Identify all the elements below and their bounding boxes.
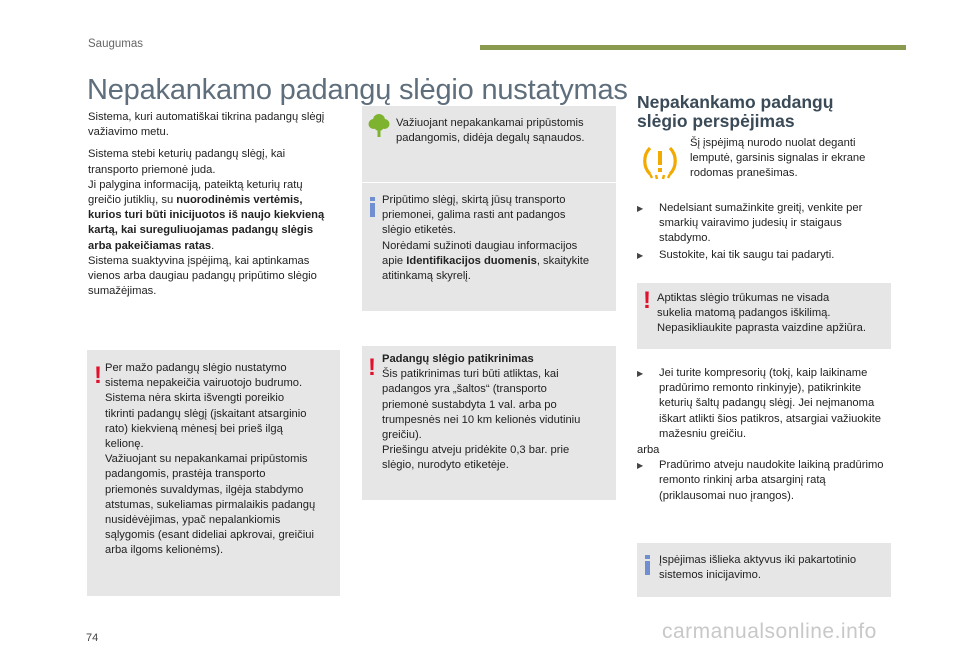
- info-line: Norėdami sužinoti daugiau informacijos: [382, 239, 578, 252]
- eco-box: [362, 106, 616, 182]
- warning-line: atstumas, sukeliamas pirmalaikis padangų: [105, 498, 316, 511]
- warning-line: arba ilgoms kelionėms).: [105, 544, 224, 557]
- warning-exclamation-icon: !: [94, 362, 102, 389]
- info-line: priemonei, galima rasti ant padangos: [382, 209, 566, 222]
- list-item-text: Nedelsiant sumažinkite greitį, venkite per smarkių vairavimo judesių ir staigaus stabdymo.: [659, 202, 863, 245]
- warning-line: tikrinti padangų slėgį (įskaitant atsarginio: [105, 407, 307, 420]
- warning-line: Važiuojant su nepakankamai pripūstomis: [105, 453, 308, 466]
- list-item-text: Pradūrimo atveju naudokite laikiną pradūrimo remonto rinkinį arba atsarginį ratą (priklausomai nuo įrangos).: [659, 459, 884, 502]
- active-warning-line: Įspėjimas išlieka aktyvus iki pakartotinio: [659, 554, 857, 566]
- info-box-active-warning: [637, 543, 891, 597]
- list-item: [637, 201, 892, 247]
- list-item-text: Sustokite, kai tik saugu tai padaryti.: [659, 248, 835, 261]
- eco-line: Važiuojant nepakankamai pripūstomis: [396, 117, 584, 129]
- check-line: Priešingu atveju pridėkite 0,3 bar. prie: [382, 444, 570, 457]
- visual-warning-line: Aptiktas slėgio trūkumas ne visada: [657, 292, 830, 304]
- compressor-list: [637, 366, 894, 505]
- arrow-bullet-icon: ▶: [637, 250, 644, 260]
- warning-exclamation-icon: !: [643, 287, 651, 314]
- list-item: [637, 458, 894, 504]
- right-title-line: slėgio perspėjimas: [637, 111, 795, 131]
- eco-tree-icon: [368, 112, 390, 138]
- description-bold: nuorodinėmis vertėmis, kurios turi būti inicijuotos iš naujo kiekvieną kartą, kai sureguliuojamas padangų slėgis arba pakeičiamas ratas: [88, 194, 325, 252]
- arrow-bullet-icon: ▶: [637, 369, 644, 378]
- arrow-bullet-icon: ▶: [637, 204, 644, 213]
- warning-line: padangomis, prastėja transporto: [105, 468, 266, 481]
- info-line: slėgio etiketės.: [382, 224, 457, 237]
- identification-data-link: Identifikacijos duomenis: [406, 254, 537, 267]
- or-separator: arba: [637, 444, 660, 457]
- info-line: [382, 254, 612, 269]
- info-box-pressure-label: [362, 183, 616, 311]
- info-line: Pripūtimo slėgį, skirtą jūsų transporto: [382, 194, 566, 206]
- page-number: 74: [86, 632, 99, 644]
- watermark: carmanualsonline.info: [662, 620, 877, 643]
- warning-line: nusidėvėjimas, ypač nepalankiomis: [105, 514, 281, 527]
- right-section-title: [637, 93, 833, 131]
- check-line: priemonė sustabdyta 1 val. arba po: [382, 398, 557, 411]
- header-rule: [480, 45, 906, 50]
- tire-pressure-warning-lamp-icon: [641, 142, 679, 180]
- visual-warning-line: Nepasikliaukite paprasta vaizdine apžiūra.: [657, 322, 866, 335]
- section-label: Saugumas: [88, 38, 143, 50]
- right-title-line: Nepakankamo padangų: [637, 92, 834, 112]
- description-paragraph: [88, 147, 338, 299]
- list-item: [637, 248, 892, 263]
- visual-warning-line: sukelia matomą padangos iškilimą.: [657, 307, 831, 320]
- warning-text: [105, 361, 337, 559]
- page-title: Nepakankamo padangų slėgio nustatymas: [87, 74, 628, 106]
- visual-warning-text: [657, 291, 889, 337]
- active-warning-text: [659, 553, 889, 583]
- description-line: Ji palygina informaciją, pateiktą keturių ratų greičio jutiklių, su: [88, 178, 303, 207]
- info-text-part: apie: [382, 254, 407, 267]
- description-line: .: [211, 239, 215, 252]
- info-icon: [370, 197, 376, 217]
- warning-line: Sistema nėra skirta išvengti poreikio: [105, 392, 285, 405]
- warning-line: priemonės suvaldymas, ilgėja stabdymo: [105, 483, 304, 496]
- description-line: Sistema stebi keturių padangų slėgį, kai transporto priemonė juda.: [88, 148, 286, 176]
- warning-box-check: [362, 346, 616, 500]
- info-line: atitinkamą skyrelį.: [382, 270, 471, 283]
- warning-box-vigilance: [87, 350, 340, 596]
- check-line: slėgio, nurodyto etiketėje.: [382, 459, 509, 472]
- check-text: [382, 352, 612, 474]
- warning-line: rato) kiekvieną mėnesį bei prieš ilgą: [105, 422, 283, 435]
- action-list: [637, 201, 892, 264]
- check-title: Padangų slėgio patikrinimas: [382, 353, 534, 365]
- warning-box-visual: [637, 283, 891, 349]
- eco-text: [396, 116, 611, 146]
- intro-text: [88, 110, 338, 306]
- check-line: greičiu).: [382, 429, 422, 442]
- arrow-bullet-icon: ▶: [637, 461, 644, 471]
- eco-line: padangomis, didėja degalų sąnaudos.: [396, 132, 585, 145]
- warning-line: kelionę.: [105, 438, 144, 451]
- info-icon: [645, 555, 651, 575]
- check-line: Šis patikrinimas turi būti atliktas, kai: [382, 368, 559, 381]
- info-text: [382, 193, 612, 284]
- check-line: padangos yra „šaltos“ (transporto: [382, 383, 547, 396]
- lamp-description: Šį įspėjimą nurodo nuolat deganti lemputė, garsinis signalas ir ekrane rodomas pranešimas.: [690, 137, 866, 180]
- warning-line: sąlygomis (esant dideliai apkrovai, greičiui: [105, 529, 314, 542]
- warning-exclamation-icon: !: [368, 354, 376, 381]
- intro-paragraph: Sistema, kuri automatiškai tikrina padangų slėgį važiavimo metu.: [88, 111, 325, 139]
- list-item-text: Jei turite kompresorių (tokį, kaip laikiname pradūrimo remonto rinkinyje), patikrinkite keturių šaltų padangų slėgį. Jei neįmanoma iškart atlikti šios patikros, atsargiai važiuokite mažesniu greičiu.: [659, 367, 881, 440]
- warning-line: sistema nepakeičia vairuotojo budrumo.: [105, 377, 303, 390]
- info-text-part: , skaitykite: [536, 254, 590, 267]
- description-line: Sistema suaktyvina įspėjimą, kai aptinkamas vienos arba daugiau padangų pripūtimo slėgio sumažėjimas.: [88, 254, 317, 298]
- warning-line: Per mažo padangų slėgio nustatymo: [105, 362, 287, 374]
- check-line: trumpesnės nei 10 km kelionės vidutiniu: [382, 413, 581, 426]
- active-warning-line: sistemos inicijavimo.: [659, 569, 761, 582]
- list-item: [637, 366, 894, 442]
